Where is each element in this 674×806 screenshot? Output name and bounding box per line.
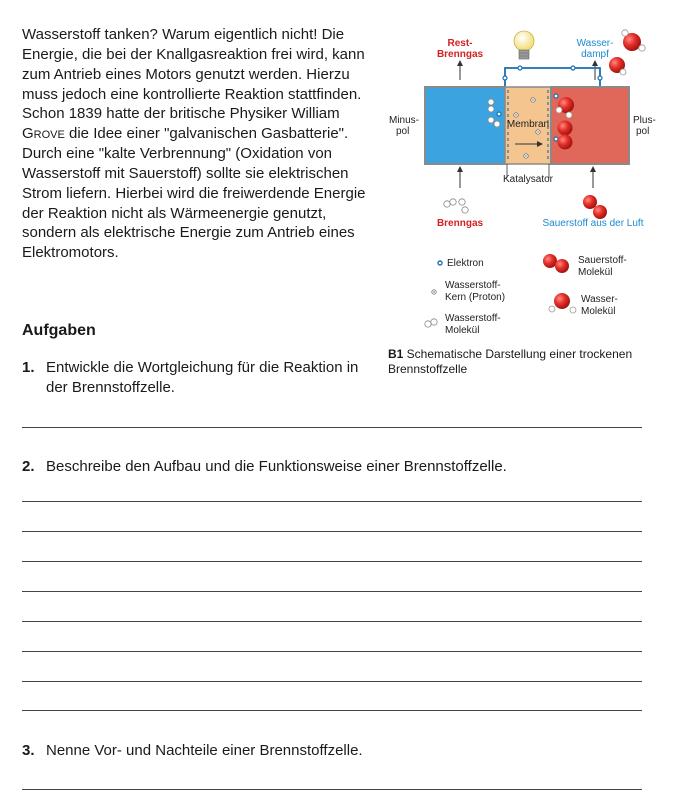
- task-1: [22, 358, 358, 398]
- task-number: 3.: [22, 742, 35, 759]
- intro-line-rest: die Idee einer "galvanischen Gasbatterie".: [64, 125, 349, 143]
- task-text-continued: der Brennstoffzelle.: [46, 379, 175, 396]
- intro-line: Schon 1839 hatte der britische Physiker William: [22, 105, 340, 123]
- legend-electron-icon: [438, 261, 442, 265]
- proton-icon: [531, 98, 535, 102]
- legend-water-label: Wasser-: [581, 294, 618, 305]
- task-2: [22, 457, 507, 477]
- label-wasserdampf: Wasser-: [576, 38, 614, 49]
- proton-icon: [536, 130, 540, 134]
- intro-text: [22, 25, 382, 263]
- legend-electron-label: Elektron: [447, 258, 484, 269]
- water-molecule-icon: [622, 30, 645, 51]
- task-3: [22, 741, 363, 761]
- label-rest-brenngas: Rest-: [447, 38, 473, 49]
- lightbulb-icon: [514, 31, 534, 59]
- wire-electron: [503, 76, 507, 80]
- caption-text: Schematische Darstellung einer trockenen Brennstoffzelle: [388, 347, 633, 376]
- intro-line: muss jedoch eine kontrollierte Reaktion stattfinden.: [22, 85, 362, 103]
- electron-icon: [497, 112, 501, 116]
- answer-line[interactable]: [22, 561, 642, 562]
- exhaust-arrow-right: [592, 60, 598, 80]
- membrane-label: Membran: [506, 119, 550, 130]
- legend-oxygen-label-2: Molekül: [578, 267, 613, 278]
- exhaust-arrow-left: [457, 60, 463, 80]
- answer-line[interactable]: [22, 681, 642, 682]
- aufgaben-heading: Aufgaben: [22, 322, 96, 339]
- answer-line[interactable]: [22, 789, 642, 790]
- intro-line: Elektromotors.: [22, 244, 119, 262]
- label-brenngas: Brenngas: [436, 218, 484, 229]
- legend-proton-icon: [432, 290, 436, 294]
- water-molecule-icon: [609, 57, 626, 75]
- hydrogen-molecule-icon: [444, 199, 456, 207]
- label-sauerstoff-luft: Sauerstoff aus der Luft: [542, 218, 644, 229]
- minus-pole-label-2: pol: [396, 126, 410, 137]
- task-number: 2.: [22, 458, 35, 475]
- legend-hydrogen-molecule-icon: [425, 319, 437, 327]
- legend-hydrogen-label-2: Molekül: [445, 325, 480, 336]
- inlet-arrow-left: [457, 166, 463, 188]
- legend-hydrogen-label: Wasserstoff-: [445, 313, 501, 324]
- plus-pole-label-2: pol: [636, 126, 650, 137]
- proton-icon: [514, 113, 518, 117]
- electron-icon: [554, 94, 558, 98]
- answer-line[interactable]: [22, 427, 642, 428]
- proton-icon: [524, 154, 528, 158]
- task-number: 1.: [22, 359, 35, 376]
- figure-caption: [388, 347, 658, 377]
- caption-label: B1: [388, 347, 404, 361]
- legend-water-molecule-icon: [549, 293, 576, 313]
- answer-line[interactable]: [22, 651, 642, 652]
- external-circuit-wire: [505, 68, 600, 87]
- legend-oxygen-molecule-icon: [543, 254, 569, 273]
- intro-line: der Reaktion nicht als Wärmeenergie genutzt,: [22, 204, 327, 222]
- intro-line: Durch eine "kalte Verbrennung" (Oxidation von: [22, 145, 332, 163]
- intro-line: Energie, die bei der Knallgasreaktion frei wird, kann: [22, 45, 365, 63]
- intro-line: Wasserstoff mit Sauerstoff) sollte sie elektrischen: [22, 164, 349, 182]
- intro-line: Strom liefern. Hierbei wird die freiwerdende Energie: [22, 184, 366, 202]
- answer-line[interactable]: [22, 621, 642, 622]
- task-text: Beschreibe den Aufbau und die Funktionsweise einer Brennstoffzelle.: [46, 458, 507, 475]
- intro-line: [22, 124, 382, 144]
- legend: [425, 254, 627, 336]
- answer-line[interactable]: [22, 531, 642, 532]
- fuel-cell-diagram: [385, 20, 660, 345]
- physicist-name: Grove: [22, 125, 65, 143]
- answer-line[interactable]: [22, 710, 642, 711]
- label-wasserdampf-2: dampf: [581, 49, 609, 60]
- answer-line[interactable]: [22, 591, 642, 592]
- minus-electrode: [425, 87, 505, 164]
- intro-line: zum Antrieb eines Motors genutzt werden. Hierzu: [22, 65, 350, 83]
- task-text: Entwickle die Wortgleichung für die Reaktion in: [46, 359, 359, 376]
- electron-icon: [554, 137, 558, 141]
- legend-oxygen-label: Sauerstoff-: [578, 255, 627, 266]
- legend-water-label-2: Molekül: [581, 306, 616, 317]
- inlet-arrow-right: [590, 166, 596, 188]
- wire-electron: [571, 66, 575, 70]
- label-rest-brenngas-2: Brenngas: [436, 49, 484, 60]
- legend-proton-label: Wasserstoff-: [445, 280, 501, 291]
- catalyst-label: Katalysator: [502, 174, 554, 185]
- plus-pole-label: Plus-: [633, 115, 656, 126]
- intro-line: sondern als elektrische Energie zum Antrieb eines: [22, 224, 355, 242]
- wire-electron: [518, 66, 522, 70]
- intro-line: Wasserstoff tanken? Warum eigentlich nicht! Die: [22, 26, 345, 43]
- wire-electron: [598, 76, 602, 80]
- task-text: Nenne Vor- und Nachteile einer Brennstoffzelle.: [46, 742, 363, 759]
- oxygen-molecule-icon: [583, 195, 607, 219]
- minus-pole-label: Minus-: [389, 115, 420, 126]
- legend-proton-label-2: Kern (Proton): [445, 292, 506, 303]
- answer-line[interactable]: [22, 501, 642, 502]
- hydrogen-molecule-icon: [459, 199, 468, 213]
